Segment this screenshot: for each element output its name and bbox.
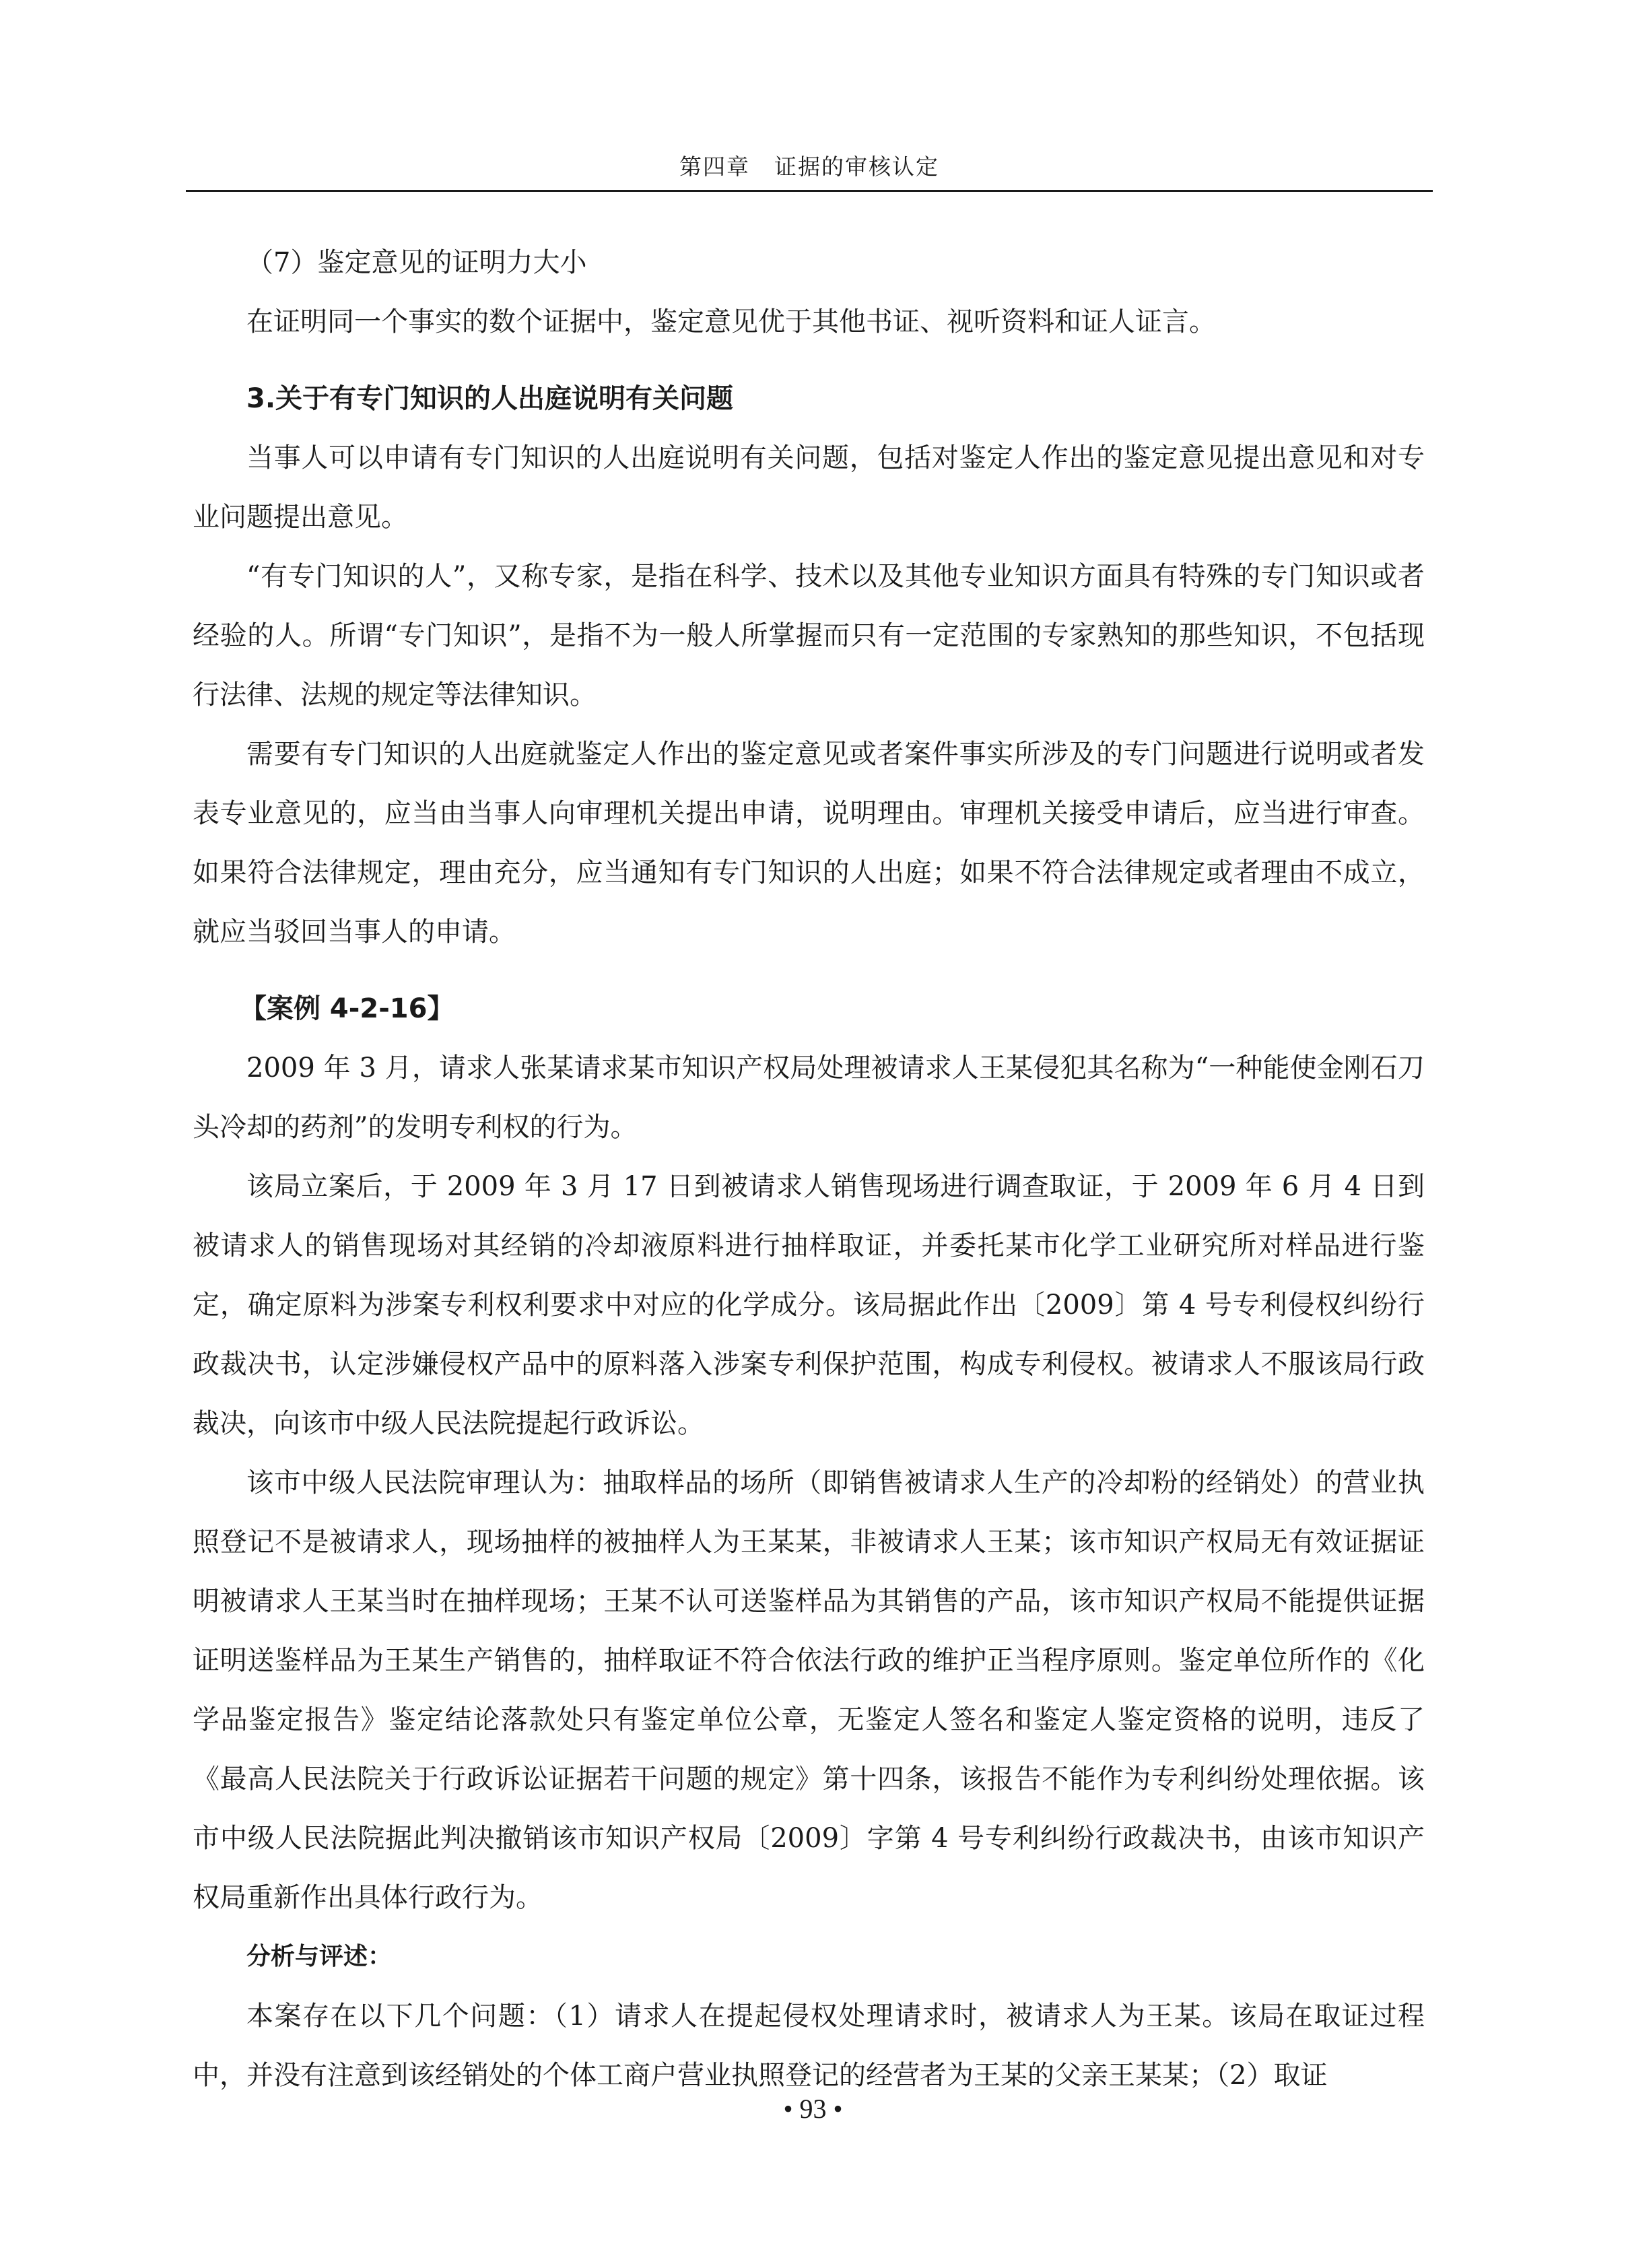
paragraph: 2009 年 3 月，请求人张某请求某市知识产权局处理被请求人王某侵犯其名称为“一种能使金刚石刀头冷却的药剂”的发明专利权的行为。 (193, 1053, 1425, 1143)
paragraph: 本案存在以下几个问题：（1）请求人在提起侵权处理请求时，被请求人为王某。该局在取证过程中，并没有注意到该经销处的个体工商户营业执照登记的经营者为王某的父亲王某某；（2）取证 (193, 2001, 1425, 2091)
analysis-heading: 分析与评述： (246, 1943, 393, 1970)
chapter-title: 证据的审核认定 (774, 154, 939, 180)
subsection-heading: （7）鉴定意见的证明力大小 (246, 247, 587, 278)
case-heading: 【案例 4-2-16】 (240, 993, 454, 1024)
page-body (193, 233, 1425, 2105)
header-rule (186, 190, 1433, 192)
paragraph: “有专门知识的人”，又称专家，是指在科学、技术以及其他专业知识方面具有特殊的专门知识或者经验的人。所谓“专门知识”，是指不为一般人所掌握而只有一定范围的专家熟知的那些知识，不包括现行法律、法规的规定等法律知识。 (193, 561, 1425, 710)
running-head (186, 149, 1433, 181)
paragraph: 该市中级人民法院审理认为：抽取样品的场所（即销售被请求人生产的冷却粉的经销处）的营业执照登记不是被请求人，现场抽样的被抽样人为王某某，非被请求人王某；该市知识产权局无有效证据证明被请求人王某当时在抽样现场；王某不认可送鉴样品为其销售的产品，该市知识产权局不能提供证据证明送鉴样品为王某生产销售的，抽样取证不符合依法行政的维护正当程序原则。鉴定单位所作的《化学品鉴定报告》鉴定结论落款处只有鉴定单位公章，无鉴定人签名和鉴定人鉴定资格的说明，违反了《最高人民法院关于行政诉讼证据若干问题的规定》第十四条，该报告不能作为专利纠纷处理依据。该市中级人民法院据此判决撤销该市知识产权局〔2009〕字第 4 号专利纠纷行政裁决书，由该市知识产权局重新作出具体行政行为。 (193, 1467, 1425, 1913)
page-number: • 93 • (783, 2094, 843, 2124)
paragraph: 该局立案后，于 2009 年 3 月 17 日到被请求人销售现场进行调查取证，于 2009 年 6 月 4 日到被请求人的销售现场对其经销的冷却液原料进行抽样取证，并委托某市化学工业研究所对样品进行鉴定，确定原料为涉案专利权利要求中对应的化学成分。该局据此作出〔2009〕第 4 号专利侵权纠纷行政裁决书，认定涉嫌侵权产品中的原料落入涉案专利保护范围，构成专利侵权。被请求人不服该局行政裁决，向该市中级人民法院提起行政诉讼。 (193, 1171, 1425, 1439)
section-heading: 3.关于有专门知识的人出庭说明有关问题 (246, 383, 734, 414)
paragraph: 当事人可以申请有专门知识的人出庭说明有关问题，包括对鉴定人作出的鉴定意见提出意见和对专业问题提出意见。 (193, 442, 1425, 533)
paragraph: 在证明同一个事实的数个证据中，鉴定意见优于其他书证、视听资料和证人证言。 (246, 306, 1216, 337)
chapter-label: 第四章 (679, 154, 750, 180)
paragraph: 需要有专门知识的人出庭就鉴定人作出的鉴定意见或者案件事实所涉及的专门问题进行说明或者发表专业意见的，应当由当事人向审理机关提出申请，说明理由。审理机关接受申请后，应当进行审查。如果符合法律规定，理由充分，应当通知有专门知识的人出庭；如果不符合法律规定或者理由不成立，就应当驳回当事人的申请。 (193, 739, 1425, 947)
